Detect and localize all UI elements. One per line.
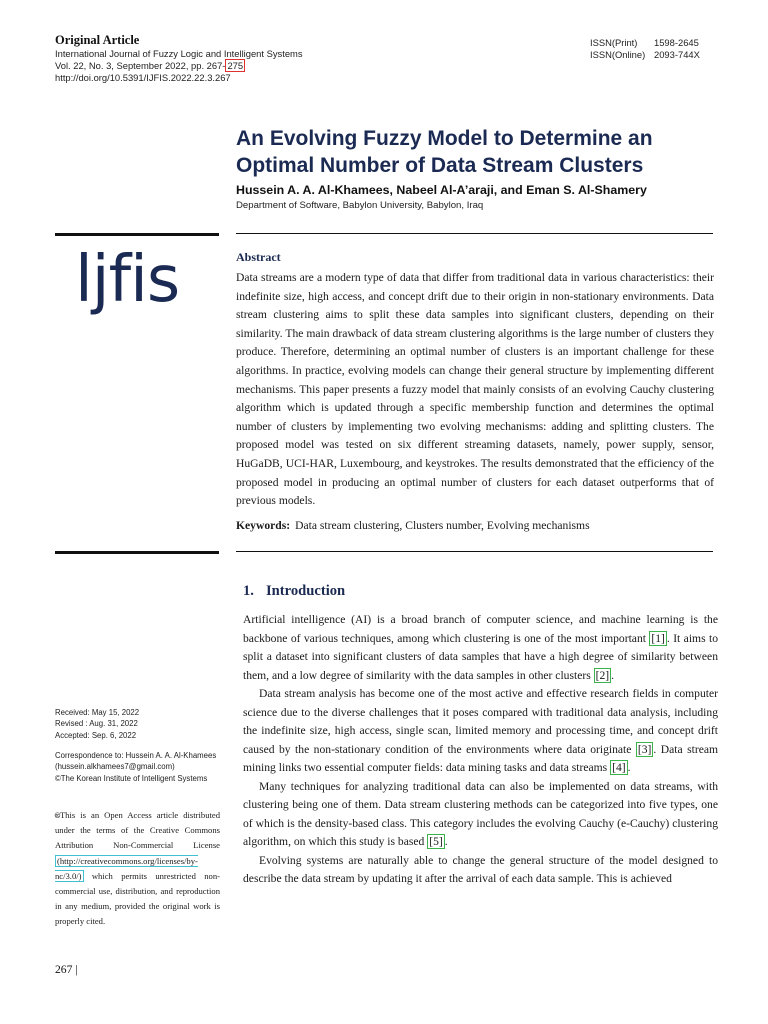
doi-link[interactable]: http://doi.org/10.5391/IJFIS.2022.22.3.267 [55,72,231,83]
article-type: Original Article [55,33,140,47]
abstract-heading: Abstract [236,250,281,264]
paper-affiliation: Department of Software, Babylon University, Babylon, Iraq [236,200,484,211]
journal-name: International Journal of Fuzzy Logic and Intelligent Systems [55,48,303,59]
paragraph-text: Artificial intelligence (AI) is a broad branch of computer science, and machine learning is the backbone of various techniques, among which clustering is one of the most important [243,613,718,645]
paragraph: Evolving systems are naturally able to change the general structure of the model designed to describe the data stream by updating it after the arrival of each data sample. This is achieved [243,853,718,885]
paper-authors: Hussein A. A. Al-Khamees, Nabeel Al-A’araji, and Eman S. Al-Shamery [236,183,647,197]
section-heading [243,582,345,600]
section-number: 1. [243,583,254,599]
journal-header [55,33,395,84]
license-link[interactable]: (http://creativecommons.org/licenses/by-nc/3.0/) [55,855,198,881]
paragraph-text: . Data stream mining links two essential computer fields: data mining tasks and data streams [243,742,719,774]
revised-date: Revised : Aug. 31, 2022 [55,719,138,729]
keywords-label: Keywords: [236,519,291,532]
received-date: Received: May 15, 2022 [55,708,140,717]
correspondence-author: Correspondence to: Hussein A. A. Al-Khamees [55,751,217,760]
paragraph-text: . [444,835,448,848]
divider-right-top [236,233,713,234]
citation-link[interactable]: [1] [651,631,665,645]
accepted-date: Accepted: Sep. 6, 2022 [55,730,137,740]
paragraph-text: . [627,761,631,774]
copyright-notice: ©The Korean Institute of Intelligent Systems [55,773,208,783]
citation-link[interactable]: [5] [429,835,443,848]
volume-text: Vol. 22, No. 3, September 2022, pp. 267- [55,60,226,71]
correspondence-block [55,750,225,784]
citation-link[interactable]: [3] [637,742,652,756]
citation-link[interactable]: [4] [612,761,626,774]
paper-title: An Evolving Fuzzy Model to Determine an Optimal Number of Data Stream Clusters [236,127,653,177]
paragraph-text: . It aims to split a dataset into significant clusters of data samples that have a high degree of similarity between them, and a low degree of similarity with the data samples in other clusters [243,631,718,682]
issn-print [590,37,740,49]
page-number: 267 | [55,963,78,976]
paragraph [243,685,718,778]
issn-online [590,49,740,61]
paragraph [243,778,718,852]
volume-line [55,60,395,72]
keywords-list: Data stream clustering, Clusters number, Evolving mechanisms [295,519,590,532]
paragraph [243,611,718,685]
citation-link[interactable]: [2] [595,668,610,682]
divider-left-bottom [55,551,219,554]
issn-print-value: 1598-2645 [654,37,699,48]
journal-logo: ljfis [75,243,180,317]
license-notice [55,808,220,930]
abstract-text: Data streams are a modern type of data that differ from traditional data in various characteristics: their indefinite size, high access, and concept drift due to their origin in non-stationary environments. Data stream clustering aims to split these data samples into significant clusters, depending on their similarity. The main drawback of data stream clustering algorithms is the large number of clusters they produce. Therefore, determining an optimal number of clusters is an important challenge for these algorithms. In practice, evolving models can change their general structure by implementing different mechanisms. This paper presents a fuzzy model that mainly consists of an evolving Cauchy clustering algorithm which is updated through a specific membership function and determines the optimal number of clusters by implementing two evolving mechanisms: adding and splitting clusters. The proposed model was tested on six different streaming datasets, namely, power supply, sensor, HuGaDB, UCI-HAR, Luxembourg, and keystrokes. The results demonstrated that the efficiency of the proposed model in producing an optimal number of clusters for each dataset outperforms that of previous models. [236,271,714,508]
issn-online-value: 2093-744X [654,49,700,60]
body-text [243,611,718,889]
submission-dates [55,707,225,741]
issn-print-label: ISSN(Print) [590,37,638,48]
divider-left-top [55,233,219,236]
keywords [236,518,714,533]
issn-block [590,37,740,61]
last-page-link[interactable]: 275 [227,60,244,71]
paragraph-text: . [611,668,615,682]
divider-right-bottom [236,551,713,552]
issn-online-label: ISSN(Online) [590,49,646,60]
paragraph-text: Data stream analysis has become one of the most active and effective research fields in computer science due to the diverse challenges that it poses compared with traditional data analysis, including the indefinite size, high access, single scan, limited memory and processing time, and concept drift caused by the non-stationary condition of the environments where data originate [243,687,718,756]
license-text: This is an Open Access article distributed under the terms of the Creative Commons Attribution Non-Commercial License [55,810,220,851]
cc-icon: 🅭 [55,811,60,820]
correspondence-email[interactable]: (hussein.alkhamees7@gmail.com) [55,762,175,772]
paragraph-text: Many techniques for analyzing traditional data can also be implemented on data streams, with clustering being one of them. Data stream clustering methods can be categorized into five types, one of which is the density-based class. This category includes the evolving Cauchy (e-Cauchy) clustering algorithm, on which this study is based [243,779,718,848]
license-text: which permits unrestricted non-commercial use, distribution, and reproduction in any medium, provided the original work is properly cited. [55,870,220,927]
section-title: Introduction [265,583,346,599]
